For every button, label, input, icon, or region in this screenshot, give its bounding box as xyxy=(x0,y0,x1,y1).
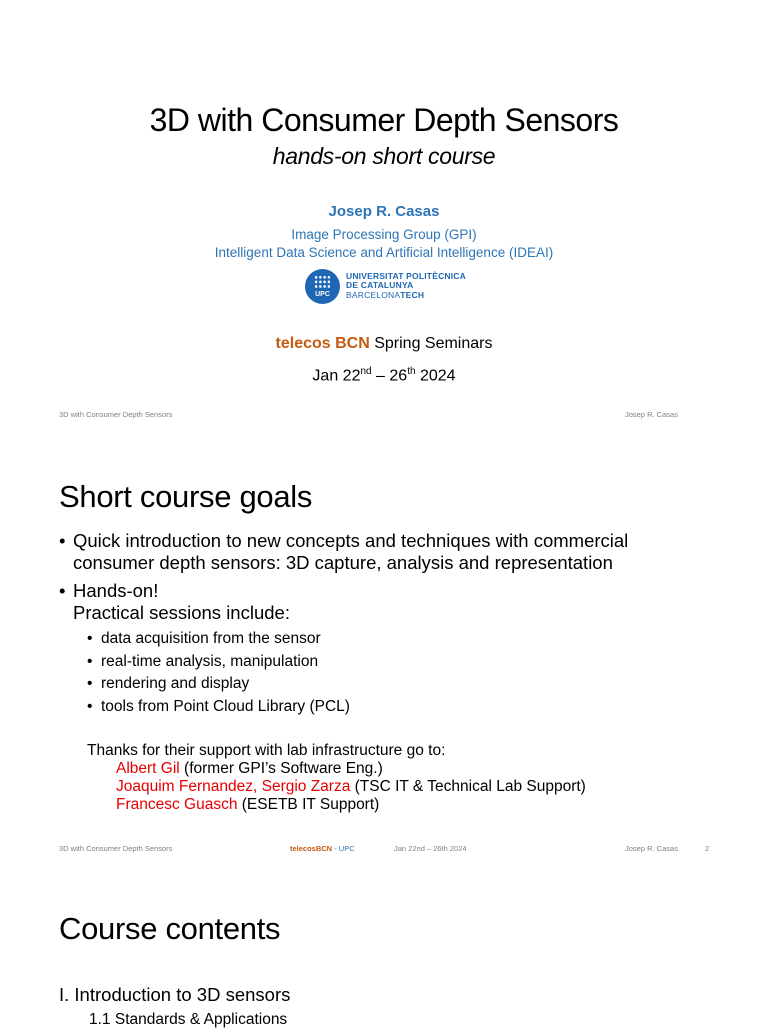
list-item-text: data acquisition from the sensor xyxy=(101,630,321,647)
person-role: (TSC IT & Technical Lab Support) xyxy=(350,778,586,795)
footer-brand-name: telecosBCN xyxy=(290,844,333,853)
list-item-text: rendering and display xyxy=(101,675,250,692)
acknowledgement-item xyxy=(87,796,586,814)
date-year: 2024 xyxy=(415,367,456,385)
acknowledgement-item xyxy=(87,778,586,796)
person-name: Albert Gil xyxy=(116,760,180,777)
list-item-text: real-time analysis, manipulation xyxy=(101,652,319,670)
slide-title: Short course goals xyxy=(59,479,313,514)
person-role: (ESETB IT Support) xyxy=(237,796,380,813)
footer-brand-sep: - xyxy=(332,844,339,853)
logo-line-3a: BARCELONA xyxy=(346,289,401,300)
affiliation-ideai: Intelligent Data Science and Artificial Intelligence (IDEAI) xyxy=(214,245,554,260)
bullet-text-cont: consumer depth sensors: 3D capture, analysis and representation xyxy=(73,552,613,573)
list-item-text: tools from Point Cloud Library (PCL) xyxy=(101,697,350,715)
seminar-line xyxy=(0,335,768,353)
logo-line-2: DE CATALUNYA xyxy=(346,280,414,291)
page-number: 2 xyxy=(705,844,710,853)
upc-logo xyxy=(305,267,466,305)
affiliation-gpi: Image Processing Group (GPI) xyxy=(291,227,477,242)
footer-brand-upc: UPC xyxy=(338,844,355,853)
footer-author: Josep R. Casas xyxy=(625,410,678,419)
footer-author: Josep R. Casas xyxy=(625,844,678,853)
author-name: Josep R. Casas xyxy=(328,203,440,220)
upc-emblem-icon xyxy=(305,269,340,304)
slide-subtitle: hands-on short course xyxy=(272,143,496,169)
list-item xyxy=(87,651,350,674)
slide-title: Course contents xyxy=(59,911,281,946)
title-slide xyxy=(0,0,768,432)
person-name: Joaquim Fernandez, Sergio Zarza xyxy=(116,778,351,795)
list-item xyxy=(87,628,350,651)
date-start-suffix: nd xyxy=(360,366,372,377)
footer-course-title: 3D with Consumer Depth Sensors xyxy=(59,844,173,853)
practical-sessions-list xyxy=(87,628,350,718)
person-name: Francesc Guasch xyxy=(116,796,238,813)
acknowledgements xyxy=(87,742,586,814)
course-dates xyxy=(0,366,768,385)
bullet-icon: • xyxy=(87,652,93,670)
telecos-bcn-brand: telecos BCN xyxy=(275,335,370,352)
bullet-icon: • xyxy=(87,630,93,647)
logo-line-3 xyxy=(346,291,466,301)
list-item xyxy=(87,696,350,719)
logo-line-3b: TECH xyxy=(400,289,425,300)
logo-line-1: UNIVERSITAT POLITÈCNICA xyxy=(346,270,466,281)
contents-subitem: 1.1 Standards & Applications xyxy=(89,1011,288,1028)
seminar-name: Spring Seminars xyxy=(369,335,493,352)
bullet-intro xyxy=(59,530,739,574)
footer-date: Jan 22nd – 26th 2024 xyxy=(394,844,467,853)
acknowledgement-item xyxy=(87,760,586,778)
upc-logo-text xyxy=(346,272,466,301)
bullet-icon: • xyxy=(87,697,93,715)
footer-brand xyxy=(290,844,355,853)
acknowledgements-intro: Thanks for their support with lab infrastructure go to: xyxy=(87,742,446,759)
bullet-icon: • xyxy=(59,580,66,601)
date-end-suffix: th xyxy=(407,366,416,377)
upc-badge-text: UPC xyxy=(315,290,330,298)
bullet-text: Hands-on! xyxy=(73,580,159,601)
contents-item: I. Introduction to 3D sensors xyxy=(59,984,291,1005)
footer-course-title: 3D with Consumer Depth Sensors xyxy=(59,410,173,419)
contents-slide xyxy=(0,864,768,1028)
bullet-icon: • xyxy=(59,530,66,551)
date-start: Jan 22 xyxy=(312,367,361,385)
date-end: – 26 xyxy=(371,367,408,385)
bullet-icon: • xyxy=(87,675,93,692)
person-role: (former GPI’s Software Eng.) xyxy=(179,760,383,777)
goals-slide xyxy=(0,432,768,864)
bullet-hands-on xyxy=(59,580,739,624)
list-item xyxy=(87,673,350,696)
bullet-text-cont: Practical sessions include: xyxy=(73,602,290,623)
bullet-text: Quick introduction to new concepts and techniques with commercial xyxy=(73,530,629,551)
slide-title: 3D with Consumer Depth Sensors xyxy=(149,102,619,138)
